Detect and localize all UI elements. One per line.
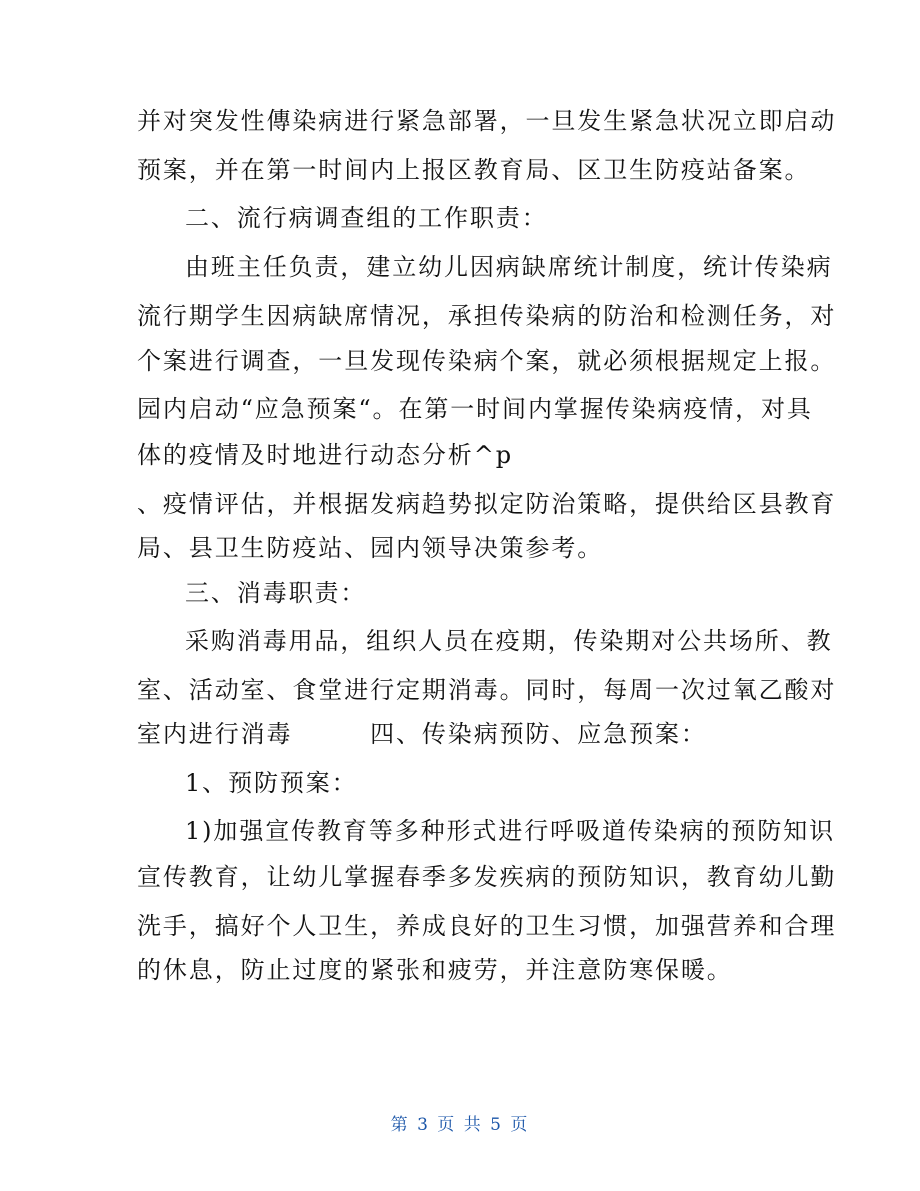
section-heading: 二、流行病调查组的工作职责： (185, 204, 548, 232)
body-line: 采购消毒用品，组织人员在疫期，传染期对公共场所、教 (185, 627, 833, 655)
body-line: 个案进行调查，一旦发现传染病个案，就必须根据规定上报。 (137, 347, 837, 375)
body-line: 室内进行消毒 四、传染病预防、应急预案： (137, 720, 707, 748)
body-line: 局、县卫生防疫站、园内领导决策参考。 (137, 534, 604, 562)
body-line: 流行期学生因病缺席情况，承担传染病的防治和检测任务，对 (137, 302, 837, 330)
body-line: 洗手，搞好个人卫生，养成良好的卫生习惯，加强营养和合理 (137, 912, 837, 940)
page-number-footer: 第 3 页 共 5 页 (390, 1115, 530, 1135)
body-line: 室、活动室、食堂进行定期消毒。同时，每周一次过氧乙酸对 (137, 676, 837, 704)
body-line: 由班主任负责，建立幼儿因病缺席统计制度，统计传染病 (185, 253, 833, 281)
body-line: 1)加强宣传教育等多种形式进行呼吸道传染病的预防知识 (185, 817, 836, 845)
body-line: 宣传教育，让幼儿掌握春季多发疾病的预防知识，教育幼儿勤 (137, 863, 837, 891)
body-line: 的休息，防止过度的紧张和疲劳，并注意防寒保暖。 (137, 956, 733, 984)
body-line: 、疫情评估，并根据发病趋势拟定防治策略，提供给区县教育 (137, 490, 837, 518)
section-heading: 1、预防预案： (185, 769, 358, 797)
section-heading: 三、消毒职责： (185, 579, 367, 607)
body-line: 园内启动“应急预案“。在第一时间内掌握传染病疫情，对具 (137, 395, 813, 423)
body-line: 体的疫情及时地进行动态分析^p (137, 441, 513, 469)
body-line: 预案，并在第一时间内上报区教育局、区卫生防疫站备案。 (137, 156, 811, 184)
body-line: 并对突发性傳染病进行紧急部署，一旦发生紧急状况立即启动 (137, 107, 837, 135)
